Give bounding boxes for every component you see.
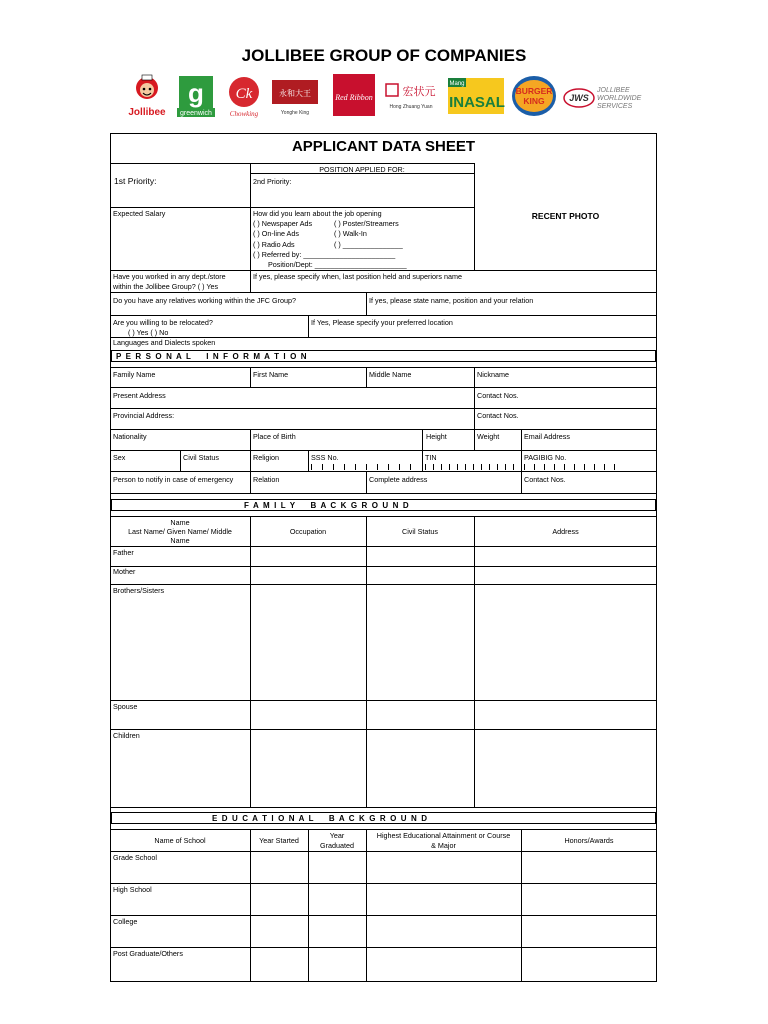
divider <box>110 270 657 271</box>
educational-background-heading: E D U C A T I O N A L B A C K G R O U N D <box>212 814 427 823</box>
divider <box>110 546 657 547</box>
option-radio[interactable]: ( ) Radio Ads <box>253 240 295 249</box>
divider <box>110 566 657 567</box>
email-label: Email Address <box>524 432 570 441</box>
digit-box-tick <box>524 464 525 470</box>
digit-box-tick <box>433 464 434 470</box>
jollibee-logo-text: Jollibee <box>128 107 166 118</box>
civil-status-label: Civil Status <box>183 453 219 462</box>
nickname-label: Nickname <box>477 370 509 379</box>
jws-text-1: JOLLIBEE <box>597 87 630 94</box>
digit-box-tick <box>505 464 506 470</box>
divider <box>110 883 657 884</box>
digit-box-tick <box>604 464 605 470</box>
digit-box-tick <box>311 464 312 470</box>
relocate-options[interactable]: ( ) Yes ( ) No <box>128 328 169 337</box>
relatives-question: Do you have any relatives working within the JFC Group? <box>113 296 296 305</box>
divider <box>250 429 251 493</box>
children-label: Children <box>113 731 140 740</box>
digit-box-tick <box>410 464 411 470</box>
option-poster[interactable]: ( ) Poster/Streamers <box>334 219 399 228</box>
religion-label: Religion <box>253 453 279 462</box>
pagibig-digit-boxes[interactable] <box>524 464 624 470</box>
yonghe-text: Yonghe King <box>280 110 310 116</box>
divider <box>110 584 657 585</box>
educational-background-band <box>110 812 657 824</box>
digit-box-tick <box>333 464 334 470</box>
divider <box>110 367 657 368</box>
bk-text-1: BURGER <box>515 86 553 96</box>
worked-question-2[interactable]: within the Jollibee Group? ( ) Yes <box>113 282 219 291</box>
digit-box-tick <box>554 464 555 470</box>
digit-box-tick <box>497 464 498 470</box>
family-background-heading: F A M I L Y B A C K G R O U N D <box>244 501 409 510</box>
chowking-ck: Ck <box>235 86 253 102</box>
divider <box>366 292 367 315</box>
father-label: Father <box>113 548 134 557</box>
divider <box>250 367 251 387</box>
height-label: Height <box>426 432 447 441</box>
inasal-text: INASAL <box>449 94 505 111</box>
brand-logos-strip <box>112 70 658 122</box>
relocate-question: Are you willing to be relocated? <box>113 318 213 327</box>
redribbon-text: Red Ribbon <box>335 93 373 102</box>
yonghe-king-logo <box>270 74 320 118</box>
pagibig-label: PAGIBIG No. <box>524 453 567 462</box>
burger-king-logo <box>510 74 558 118</box>
digit-box-tick <box>388 464 389 470</box>
divider <box>521 429 522 471</box>
place-of-birth-label: Place of Birth <box>253 432 296 441</box>
divider <box>366 516 367 807</box>
divider <box>110 493 657 494</box>
divider <box>308 829 309 982</box>
jollibee-logo <box>120 74 174 118</box>
occupation-header: Occupation <box>289 527 327 536</box>
divider <box>250 516 251 807</box>
relatives-specify: If yes, please state name, position and your relation <box>369 296 534 305</box>
how-learn-label: How did you learn about the job opening <box>253 209 382 218</box>
divider <box>110 729 657 730</box>
tin-digit-boxes[interactable] <box>425 464 520 470</box>
greenwich-g: g <box>188 78 204 108</box>
divider <box>180 450 181 471</box>
digit-box-tick <box>322 464 323 470</box>
mother-label: Mother <box>113 567 136 576</box>
digit-box-tick <box>489 464 490 470</box>
digit-box-tick <box>399 464 400 470</box>
option-referred[interactable]: ( ) Referred by: _______________________ <box>253 250 396 259</box>
divider <box>110 807 657 808</box>
divider <box>474 429 475 450</box>
tin-label: TIN <box>425 453 437 462</box>
family-background-band <box>110 499 657 511</box>
option-newspaper[interactable]: ( ) Newspaper Ads <box>253 219 313 228</box>
address-header: Address <box>552 527 579 536</box>
digit-box-tick <box>457 464 458 470</box>
first-name-label: First Name <box>253 370 289 379</box>
grade-school-label: Grade School <box>113 853 157 862</box>
divider <box>110 829 657 830</box>
attainment-header: Highest Educational Attainment or Course & Major <box>376 831 511 850</box>
second-priority-label: 2nd Priority: <box>253 177 292 186</box>
digit-box-tick <box>449 464 450 470</box>
jws-text-3: SERVICES <box>597 103 633 110</box>
divider <box>110 429 657 430</box>
digit-box-tick <box>465 464 466 470</box>
digit-box-tick <box>425 464 426 470</box>
digit-box-tick <box>355 464 356 470</box>
sheet-title: APPLICANT DATA SHEET <box>291 138 476 155</box>
divider <box>110 387 657 388</box>
divider <box>110 450 657 451</box>
provincial-address-label: Provincial Address: <box>113 411 175 420</box>
divider <box>366 471 367 493</box>
recent-photo-label: RECENT PHOTO <box>531 211 600 221</box>
digit-box-tick <box>481 464 482 470</box>
digit-box-tick <box>614 464 615 470</box>
option-position-dept[interactable]: Position/Dept: _______________________ <box>268 260 407 269</box>
post-graduate-label: Post Graduate/Others <box>113 949 183 958</box>
hzy-text: Hong Zhuang Yuan <box>389 104 433 110</box>
divider <box>366 367 367 387</box>
emergency-contact-label: Person to notify in case of emergency <box>113 475 234 484</box>
divider <box>474 516 475 807</box>
divider <box>422 429 423 471</box>
divider <box>110 915 657 916</box>
year-graduated-header: Year Graduated <box>320 831 354 850</box>
worked-specify: If yes, please specify when, last position held and superiors name <box>253 272 462 281</box>
divider <box>521 829 522 982</box>
middle-name-label: Middle Name <box>369 370 412 379</box>
divider <box>250 829 251 982</box>
contact-nos-label: Contact Nos. <box>524 475 566 484</box>
spouse-label: Spouse <box>113 702 138 711</box>
divider <box>110 700 657 701</box>
yonghe-cn: 永和大王 <box>279 89 311 98</box>
digit-box-tick <box>513 464 514 470</box>
weight-label: Weight <box>477 432 500 441</box>
sss-digit-boxes[interactable] <box>311 464 421 470</box>
family-name-label: Family Name <box>113 370 156 379</box>
siblings-label: Brothers/Sisters <box>113 586 165 595</box>
sex-label: Sex <box>113 453 126 462</box>
company-title: JOLLIBEE GROUP OF COMPANIES <box>241 46 527 65</box>
worked-question-1: Have you worked in any dept./store <box>113 272 226 281</box>
present-address-label: Present Address <box>113 391 166 400</box>
divider <box>110 292 657 293</box>
hzy-cn: 宏状元 <box>402 85 436 98</box>
bk-text-2: KING <box>523 96 545 106</box>
red-ribbon-logo <box>331 74 377 118</box>
position-applied-label: POSITION APPLIED FOR: <box>319 165 405 174</box>
digit-box-tick <box>584 464 585 470</box>
divider <box>110 207 474 208</box>
digit-box-tick <box>377 464 378 470</box>
school-header: Name of School <box>154 836 206 845</box>
divider <box>366 829 367 982</box>
mang-inasal-logo <box>446 74 506 118</box>
first-priority-label: 1st Priority: <box>114 176 157 186</box>
hong-zhuang-yuan-logo <box>382 74 440 118</box>
year-started-header: Year Started <box>259 836 299 845</box>
chowking-logo <box>221 74 267 118</box>
divider <box>110 315 657 316</box>
nationality-label: Nationality <box>113 432 147 441</box>
college-label: College <box>113 917 138 926</box>
personal-info-band <box>110 350 657 362</box>
divider <box>250 163 251 292</box>
divider <box>110 163 474 164</box>
relation-label: Relation <box>253 475 280 484</box>
divider <box>110 471 657 472</box>
divider <box>308 450 309 471</box>
digit-box-tick <box>366 464 367 470</box>
greenwich-text: greenwich <box>180 110 212 117</box>
contact-nos-label: Contact Nos. <box>477 391 519 400</box>
family-name-header: Name Last Name/ Given Name/ Middle Name <box>128 518 232 545</box>
divider <box>110 947 657 948</box>
divider <box>110 851 657 852</box>
digit-box-tick <box>473 464 474 470</box>
option-online[interactable]: ( ) On-line Ads <box>253 229 299 238</box>
option-other[interactable]: ( ) _______________ <box>334 240 403 249</box>
contact-nos-label: Contact Nos. <box>477 411 519 420</box>
option-walkin[interactable]: ( ) Walk-In <box>334 229 367 238</box>
expected-salary-label: Expected Salary <box>113 209 166 218</box>
digit-box-tick <box>441 464 442 470</box>
chowking-text: Chowking <box>229 110 259 118</box>
complete-address-label: Complete address <box>369 475 428 484</box>
greenwich-logo <box>175 74 217 118</box>
digit-box-tick <box>594 464 595 470</box>
divider <box>110 516 657 517</box>
digit-box-tick <box>534 464 535 470</box>
divider <box>521 471 522 493</box>
relocate-specify: If Yes, Please specify your preferred location <box>311 318 453 327</box>
digit-box-tick <box>564 464 565 470</box>
divider <box>308 315 309 337</box>
digit-box-tick <box>344 464 345 470</box>
jws-mark: JWS <box>569 93 589 103</box>
honors-header: Honors/Awards <box>564 836 614 845</box>
jws-logo <box>562 74 656 118</box>
languages-label: Languages and Dialects spoken <box>113 338 216 347</box>
mang-text: Mang <box>449 81 465 87</box>
digit-box-tick <box>574 464 575 470</box>
civil-status-header: Civil Status <box>402 527 438 536</box>
divider <box>474 367 475 429</box>
personal-info-heading: P E R S O N A L I N F O R M A T I O N <box>116 352 307 361</box>
high-school-label: High School <box>113 885 152 894</box>
divider <box>110 408 657 409</box>
jws-text-2: WORLDWIDE <box>597 95 642 102</box>
sss-label: SSS No. <box>311 453 339 462</box>
digit-box-tick <box>544 464 545 470</box>
